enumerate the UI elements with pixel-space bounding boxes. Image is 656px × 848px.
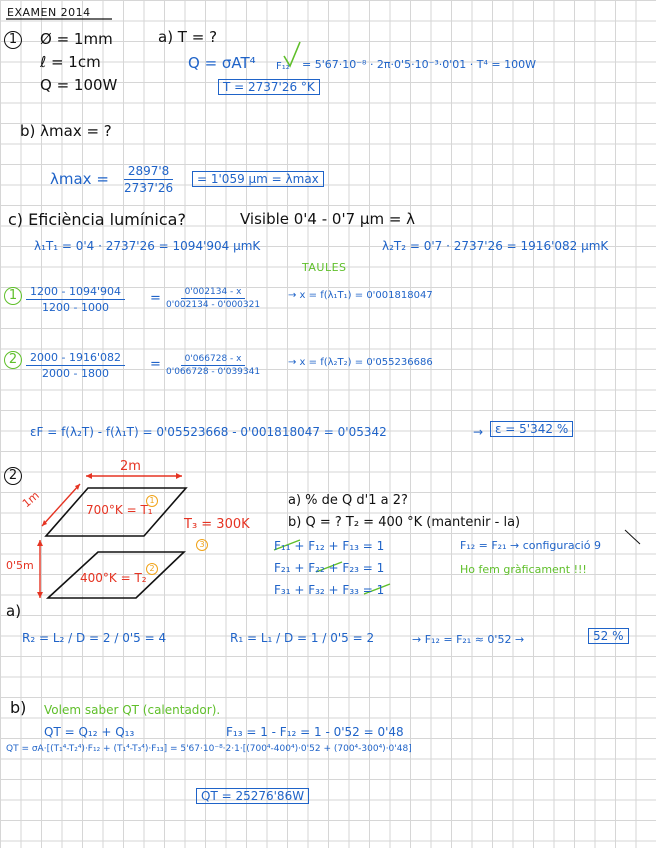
dimension-height: 0'5m <box>6 559 34 572</box>
part-a-question-2: a) % de Q d'1 a 2? <box>288 493 408 508</box>
interp-1-fraction-b: $\frac{0'002134 - x}{0'002134 - 0'000321}$ <box>166 287 261 310</box>
heat-total-equation: QT = σA·[(T₁⁴-T₂⁴)·F₁₂ + (T₁⁴-T₃⁴)·F₁₃] = 5'67·10⁻⁸·2·1·[(700⁴-400⁴)·0'52 + (700⁴-300⁴)·0'48] <box>6 744 412 754</box>
surface-3-marker: 3 <box>196 534 208 551</box>
sum-row-1: F₁₁ + F₁₂ + F₁₃ = 1 <box>274 539 385 553</box>
plate-2-temperature: 400°K = T₂ <box>80 571 147 585</box>
part-b-question-2: b) Q = ? T₂ = 400 °K (mantenir - la) <box>288 515 521 530</box>
part-b-question: b) λmax = ? <box>20 122 112 140</box>
part-b-lhs: λmax = <box>50 170 109 188</box>
visible-range: Visible 0'4 - 0'7 µm = λ <box>240 210 416 228</box>
part-a-result: T = 2737'26 °K <box>218 79 320 95</box>
lambda2-t2: λ₂T₂ = 0'7 · 2737'26 = 1916'082 µmK <box>382 239 609 253</box>
efficiency-arrow: → <box>473 425 484 439</box>
efficiency-result: ε = 5'342 % <box>490 421 573 437</box>
part-a-question: a) T = ? <box>158 28 218 46</box>
interp-1-equals: = <box>150 291 161 306</box>
surrounding-temperature: T₃ = 300K <box>184 517 250 532</box>
part-a-equation-left: Q = σAT⁴ <box>188 54 256 72</box>
graphical-note: Ho fem gràficament !!! <box>460 563 587 576</box>
dimension-2m: 2m <box>120 459 141 474</box>
heat-total-sum: QT = Q₁₂ + Q₁₃ <box>44 725 135 739</box>
interp-2-fraction-b: $\frac{0'066728 - x}{0'066728 - 0'039341}$ <box>166 354 261 377</box>
interp-2-number: 2 <box>4 350 22 369</box>
reciprocity-note: F₁₂ = F₂₁ → configuració 9 <box>460 539 601 552</box>
efficiency-equation: εF = f(λ₂T) - f(λ₁T) = 0'05523668 - 0'001818047 = 0'05342 <box>30 425 387 439</box>
dimension-1m: 1m <box>19 488 42 511</box>
surface-1-marker: 1 <box>146 490 158 507</box>
part-c-question: c) Eficiència lumínica? <box>8 210 186 229</box>
view-factor-result: → F₁₂ = F₂₁ ≈ 0'52 → <box>412 633 525 646</box>
taules-label: TAULES <box>302 261 347 274</box>
plate-1-temperature: 700°K = T₁ <box>86 503 153 517</box>
interp-1-fraction-a: $\frac{1200 - 1094'904}{1200 - 1000}$ <box>26 285 125 314</box>
part-b-fraction: $\frac{2897'8}{2737'26}$ <box>124 164 174 195</box>
interp-2-result: → x = f(λ₂T₂) = 0'055236686 <box>288 357 433 368</box>
part-a-label-2: a) <box>6 602 22 620</box>
interp-1-number: 1 <box>4 286 22 305</box>
interp-2-equals: = <box>150 357 161 372</box>
interp-1-result: → x = f(λ₁T₁) = 0'001818047 <box>288 290 433 301</box>
sum-row-3: F₃₁ + F₃₂ + F₃₃ = 1 <box>274 583 385 597</box>
given-power: Q = 100W <box>40 76 118 94</box>
percentage-result: 52 % <box>588 628 629 644</box>
ratio-r1: R₁ = L₁ / D = 1 / 0'5 = 2 <box>230 631 375 645</box>
part-b-result: = 1'059 µm = λmax <box>192 171 324 187</box>
problem-1-number: 1 <box>4 30 22 49</box>
part-b-label-2: b) <box>10 698 27 717</box>
part-a-view-factor: F₁₂ <box>276 61 290 72</box>
surface-2-marker: 2 <box>146 558 158 575</box>
lambda1-t1: λ₁T₁ = 0'4 · 2737'26 = 1094'904 µmK <box>34 239 261 253</box>
given-diameter: Ø = 1mm <box>40 30 113 48</box>
ratio-r2: R₂ = L₂ / D = 2 / 0'5 = 4 <box>22 631 167 645</box>
part-b-statement: Volem saber QT (calentador). <box>44 703 221 717</box>
heat-total-result: QT = 25276'86W <box>196 788 309 804</box>
given-length: ℓ = 1cm <box>40 53 101 71</box>
view-factor-13: F₁₃ = 1 - F₁₂ = 1 - 0'52 = 0'48 <box>226 725 404 739</box>
interp-2-fraction-a: $\frac{2000 - 1916'082}{2000 - 1800}$ <box>26 351 125 380</box>
problem-2-number: 2 <box>4 466 22 485</box>
exam-title: EXAMEN 2014 <box>7 6 91 19</box>
part-a-equation-right: = 5'67·10⁻⁸ · 2π·0'5·10⁻³·0'01 · T⁴ = 100W <box>302 58 536 71</box>
sum-row-2: F₂₁ + F₂₂ + F₂₃ = 1 <box>274 561 385 575</box>
